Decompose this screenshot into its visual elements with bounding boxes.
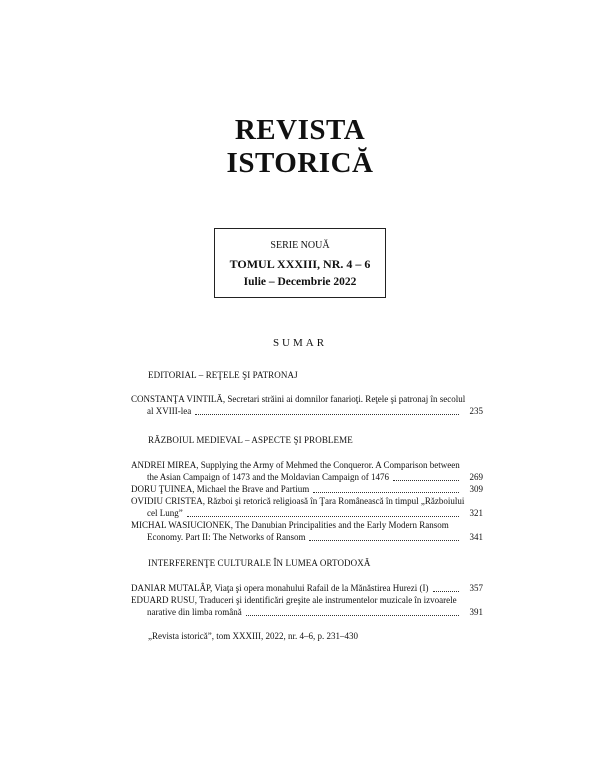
entry-text: ANDREI MIREA, Supplying the Army of Mehmed the Conqueror. A Comparison between: [131, 460, 460, 470]
entry-text: cel Lung”: [147, 508, 183, 518]
page-number: 309: [469, 484, 483, 494]
toc-entry: [131, 594, 483, 618]
section-heading: EDITORIAL – REŢELE ŞI PATRONAJ: [148, 370, 298, 380]
entry-text: MICHAL WASIUCIONEK, The Danubian Principalities and the Early Modern Ransom: [131, 520, 449, 530]
toc-entry: [131, 582, 483, 594]
page-number: 235: [469, 406, 483, 416]
citation-footer: „Revista istorică”, tom XXXIII, 2022, nr. 4–6, p. 231–430: [148, 631, 358, 641]
page-number: 269: [469, 472, 483, 482]
entry-text: CONSTANŢA VINTILĂ, Secretari străini ai domnilor fanarioţi. Reţele şi patronaj în secolul: [131, 394, 466, 404]
toc-entry: [131, 393, 483, 417]
series-label: SERIE NOUĂ: [270, 240, 330, 251]
toc-entry: [131, 459, 483, 483]
section-heading: RĂZBOIUL MEDIEVAL – ASPECTE ŞI PROBLEME: [148, 435, 353, 445]
period-label: Iulie – Decembrie 2022: [243, 276, 357, 288]
entry-text: EDUARD RUSU, Traduceri şi identificări greşite ale instrumentelor muzicale în izvoarele: [131, 595, 457, 605]
leader-dots: [393, 480, 459, 481]
toc-entry: [131, 519, 483, 543]
entry-text: narative din limba română: [147, 607, 242, 617]
issue-info-box: [214, 228, 386, 298]
toc-entry: [131, 483, 483, 495]
section-heading: INTERFERENŢE CULTURALE ÎN LUMEA ORTODOXĂ: [148, 558, 371, 568]
leader-dots: [309, 540, 459, 541]
page-number: 341: [469, 532, 483, 542]
entry-text: DANIAR MUTALÂP, Viaţa şi opera monahului Rafail de la Mănăstirea Hurezi (I): [131, 583, 429, 593]
entry-text: al XVIII-lea: [147, 406, 192, 416]
volume-label: TOMUL XXXIII, NR. 4 – 6: [229, 257, 371, 271]
journal-title-line2: ISTORICĂ: [226, 147, 374, 179]
entry-text: the Asian Campaign of 1473 and the Moldavian Campaign of 1476: [147, 472, 389, 482]
page-number: 321: [469, 508, 483, 518]
page-number: 357: [469, 583, 483, 593]
leader-dots: [313, 492, 459, 493]
entry-text: DORU ŢUINEA, Michael the Brave and Partium: [131, 484, 310, 494]
toc-entry: [131, 495, 483, 519]
leader-dots: [433, 591, 459, 592]
page-number: 391: [469, 607, 483, 617]
contents-heading: SUMAR: [272, 337, 328, 349]
entry-text: Economy. Part II: The Networks of Ransom: [147, 532, 306, 542]
leader-dots: [246, 615, 459, 616]
journal-title-line1: REVISTA: [234, 114, 366, 146]
entry-text: OVIDIU CRISTEA, Război şi retorică religioasă în Ţara Românească în timpul „Războiului: [131, 496, 465, 506]
leader-dots: [195, 414, 459, 415]
leader-dots: [187, 516, 459, 517]
